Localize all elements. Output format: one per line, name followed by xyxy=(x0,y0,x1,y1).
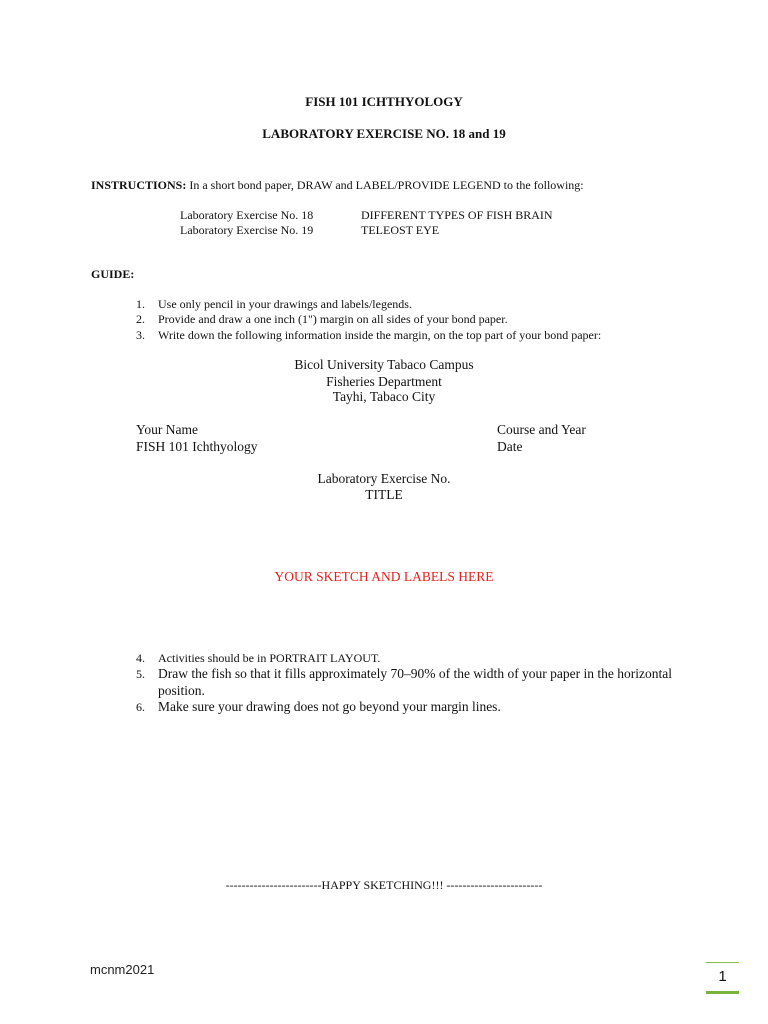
exercise-18-name: Laboratory Exercise No. 18 xyxy=(180,208,314,222)
exercise-19-name: Laboratory Exercise No. 19 xyxy=(180,223,314,237)
guide-item-3-text: Write down the following information inside the margin, on the top part of your bond paper: xyxy=(158,328,602,342)
guide-item-4-num: 4. xyxy=(136,651,145,665)
lab-exercise-number: Laboratory Exercise No. xyxy=(317,471,451,486)
page-number-box xyxy=(706,962,739,994)
guide-item-4-text: Activities should be in PORTRAIT LAYOUT. xyxy=(158,651,381,665)
instructions-text: In a short bond paper, DRAW and LABEL/PROVIDE LEGEND to the following: xyxy=(186,178,584,192)
footer-author: mcnm2021 xyxy=(90,962,155,977)
exercise-title: LABORATORY EXERCISE NO. 18 and 19 xyxy=(262,126,506,141)
exercise-19-topic: TELEOST EYE xyxy=(361,223,440,237)
campus-address: Tayhi, Tabaco City xyxy=(332,389,436,404)
guide-item-5-num: 5. xyxy=(136,667,145,681)
date-field: Date xyxy=(497,439,523,454)
course-year-field: Course and Year xyxy=(497,422,586,437)
instructions-line xyxy=(91,178,584,193)
closing-line: ------------------------HAPPY SKETCHING!!! ------------------------ xyxy=(225,878,543,892)
your-name-field: Your Name xyxy=(136,422,199,437)
guide-item-3-num: 3. xyxy=(136,328,145,342)
university-name: Bicol University Tabaco Campus xyxy=(294,357,474,372)
page-number: 1 xyxy=(718,968,727,985)
guide-label: GUIDE: xyxy=(91,267,135,281)
guide-item-6-num: 6. xyxy=(136,700,145,714)
instructions-label: INSTRUCTIONS: xyxy=(91,178,187,192)
fish-course-field: FISH 101 Ichthyology xyxy=(136,439,258,454)
department-name: Fisheries Department xyxy=(326,374,442,389)
sketch-placeholder: YOUR SKETCH AND LABELS HERE xyxy=(274,569,494,584)
course-title: FISH 101 ICHTHYOLOGY xyxy=(305,94,463,109)
guide-item-5-continuation: position. xyxy=(158,683,205,698)
guide-item-1-num: 1. xyxy=(136,297,145,311)
guide-item-1-text: Use only pencil in your drawings and labels/legends. xyxy=(158,297,412,311)
page-rule-top xyxy=(706,962,739,963)
guide-item-5-text: Draw the fish so that it fills approximately 70–90% of the width of your paper in the horizontal xyxy=(158,666,673,681)
page-rule-bottom xyxy=(706,991,739,994)
exercise-18-topic: DIFFERENT TYPES OF FISH BRAIN xyxy=(361,208,553,222)
guide-item-6-text: Make sure your drawing does not go beyond your margin lines. xyxy=(158,699,501,714)
guide-item-2-text: Provide and draw a one inch (1") margin on all sides of your bond paper. xyxy=(158,312,508,326)
guide-item-2-num: 2. xyxy=(136,312,145,326)
title-placeholder: TITLE xyxy=(365,487,403,502)
